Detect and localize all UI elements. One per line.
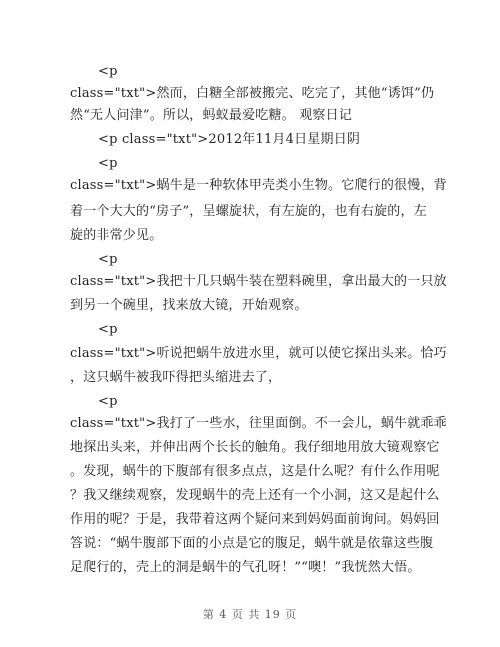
text-line: <p bbox=[98, 252, 118, 267]
text-line: 然“无人问津”。所以，蚂蚁最爱吃糖。 观察日记 bbox=[70, 108, 353, 123]
text-line: <p bbox=[98, 64, 118, 79]
text-line: class="txt">然而，白糖全部被搬完、吃完了，其他“诱饵”仍 bbox=[70, 86, 435, 101]
text-line: ？我又继续观察，发现蜗牛的壳上还有一个小洞，这又是起什么 bbox=[70, 488, 440, 503]
text-line: 旋的非常少见。 bbox=[70, 228, 163, 243]
text-line: class="txt">我把十几只蜗牛装在塑料碗里，拿出最大的一只放 bbox=[70, 274, 447, 289]
text-line: 地探出头来，并伸出两个长长的触角。我仔细地用放大镜观察它 bbox=[70, 440, 440, 455]
text-line: class="txt">听说把蜗牛放进水里，就可以使它探出头来。恰巧 bbox=[70, 346, 447, 361]
text-line: class="txt">蜗牛是一种软体甲壳类小生物。它爬行的很慢，背 bbox=[70, 178, 447, 193]
text-line: 作用的呢？于是，我带着这两个疑问来到妈妈面前询问。妈妈回 bbox=[70, 512, 440, 527]
text-line: 着一个大大的“房子”，呈螺旋状，有左旋的，也有右旋的，左 bbox=[70, 204, 427, 219]
text-line: <p bbox=[98, 394, 118, 409]
text-line: <p bbox=[98, 322, 118, 337]
text-line: 足爬行的，壳上的洞是蜗牛的气孔呀！”“噢！”我恍然大悟。 bbox=[70, 560, 421, 575]
text-line: class="txt">我打了一些水，往里面倒。不一会儿，蜗牛就乖乖 bbox=[70, 416, 447, 431]
page-number-footer: 第 4 页 共 19 页 bbox=[202, 608, 298, 621]
text-line: 。发现，蜗牛的下腹部有很多点点，这是什么呢？有什么作用呢 bbox=[70, 464, 440, 479]
text-line: 答说：“蜗牛腹部下面的小点是它的腹足，蜗牛就是依靠这些腹 bbox=[70, 536, 434, 551]
text-line: 到另一个碗里，找来放大镜，开始观察。 bbox=[70, 298, 308, 313]
text-line: ，这只蜗牛被我吓得把头缩进去了， bbox=[70, 370, 282, 385]
text-line: <p class="txt">2012年11月4日星期日阴 bbox=[98, 132, 361, 147]
text-line: <p bbox=[98, 156, 118, 171]
